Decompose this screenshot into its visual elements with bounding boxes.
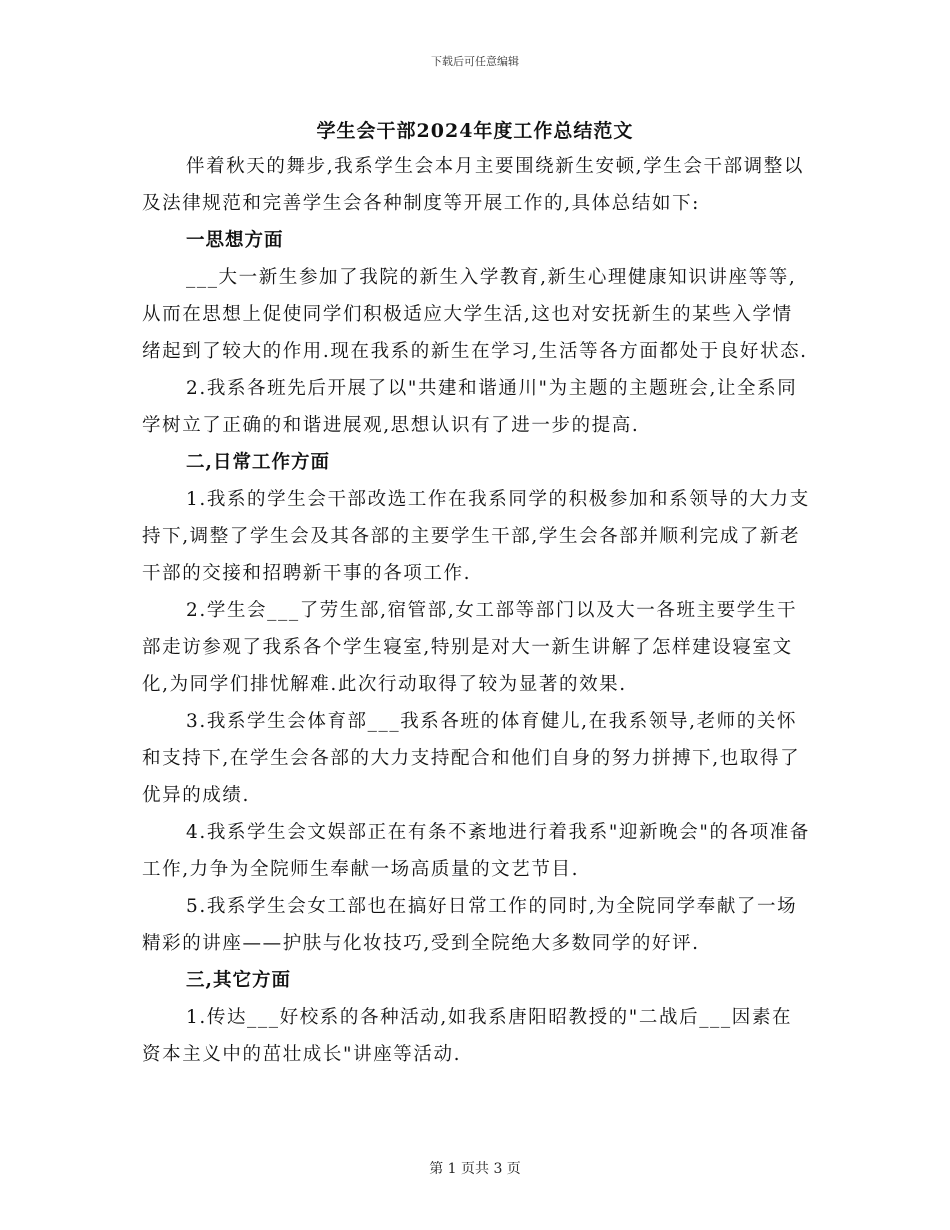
page-footer: 第 1 页共 3 页 (429, 1161, 521, 1177)
body-paragraph: 2.学生会___了劳生部,宿管部,女工部等部门以及大一各班主要学生干部走访参观了我系各个学生寝室,特别是对大一新生讲解了怎样建设寝室文化,为同学们排忧解难.此次行动取得了较为显著的效果. (142, 600, 798, 695)
body-paragraph: ___大一新生参加了我院的新生入学教育,新生心理健康知识讲座等等,从而在思想上促使同学们积极适应大学生活,这也对安抚新生的某些入学情绪起到了较大的作用.现在我系的新生在学习,生活等各方面都处于良好状态. (142, 267, 808, 362)
section-heading: 一思想方面 (186, 230, 284, 251)
page-header: 下载后可任意编辑 (431, 55, 519, 68)
document-title: 学生会干部2024年度工作总结范文 (316, 120, 634, 142)
document-body (142, 148, 812, 1073)
body-paragraph: 4.我系学生会文娱部正在有条不紊地进行着我系"迎新晚会"的各项准备工作,力争为全院师生奉献一场高质量的文艺节目. (142, 822, 810, 880)
intro-paragraph: 伴着秋天的舞步,我系学生会本月主要围绕新生安顿,学生会干部调整以及法律规范和完善学生会各种制度等开展工作的,具体总结如下: (142, 156, 804, 214)
body-paragraph: 3.我系学生会体育部___我系各班的体育健儿,在我系领导,老师的关怀和支持下,在学生会各部的大力支持配合和他们自身的努力拼搏下,也取得了优异的成绩. (142, 711, 801, 806)
body-paragraph: 2.我系各班先后开展了以"共建和谐通川"为主题的主题班会,让全系同学树立了正确的和谐进展观,思想认识有了进一步的提高. (142, 378, 798, 436)
section-heading: 二,日常工作方面 (186, 452, 330, 473)
section-heading: 三,其它方面 (186, 970, 291, 991)
body-paragraph: 1.我系的学生会干部改选工作在我系同学的积极参加和系领导的大力支持下,调整了学生会及其各部的主要学生干部,学生会各部并顺利完成了新老干部的交接和招聘新干事的各项工作. (142, 489, 810, 584)
body-paragraph: 1.传达___好校系的各种活动,如我系唐阳昭教授的"二战后___因素在资本主义中的茁壮成长"讲座等活动. (142, 1007, 793, 1065)
body-paragraph: 5.我系学生会女工部也在搞好日常工作的同时,为全院同学奉献了一场精彩的讲座——护肤与化妆技巧,受到全院绝大多数同学的好评. (142, 896, 798, 954)
